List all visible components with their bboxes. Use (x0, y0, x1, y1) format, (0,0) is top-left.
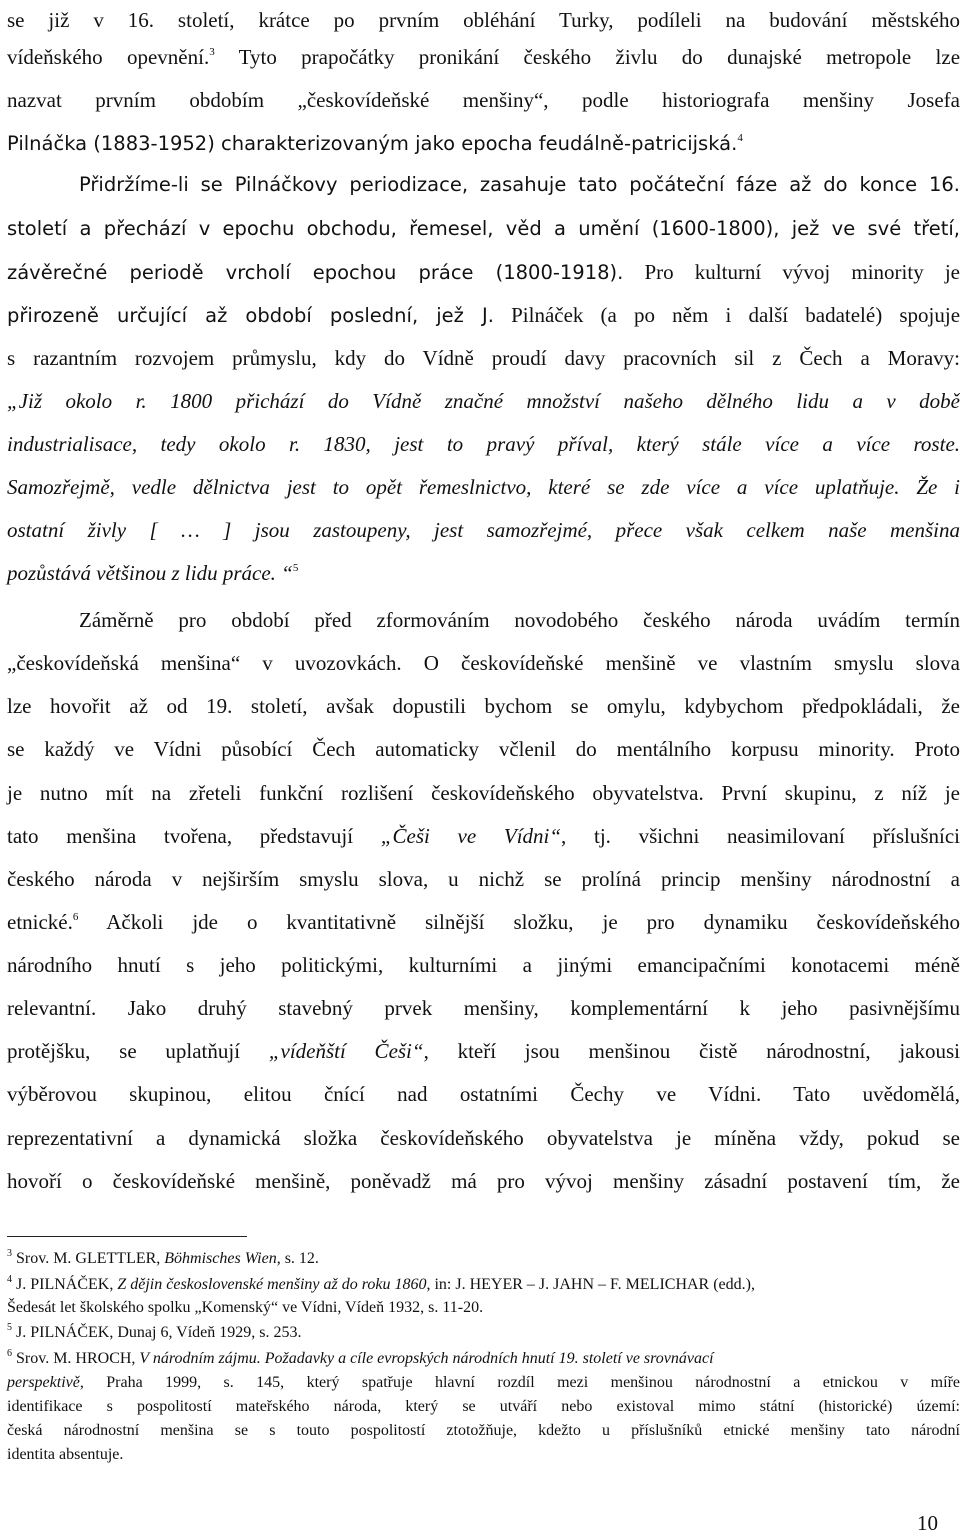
text-line-2: vídeňského opevnění.$^3$ Tyto prapočátky pronikání českého živlu do dunajské metropole lze (7, 45, 960, 69)
text-line-22: etnické.$^6$ Ačkoli jde o kvantitativně silnější složku, je pro dynamiku českovídeňského (7, 910, 960, 934)
text-line-27: reprezentativní a dynamická složka českovídeňského obyvatelstva je míněna vždy, pokud se (7, 1126, 960, 1150)
page-number: 10 (917, 1511, 938, 1535)
footnote-4: $^4$ J. PILNÁČEK, Z dějin československé menšiny až do roku 1860, in: J. HEYER – J. JAHN – F. MELICHAR (edd.), (7, 1274, 755, 1293)
text-line-3: nazvat prvním obdobím „českovídeňské menšiny“, podle historiografa menšiny Josefa (7, 88, 960, 112)
text-line-28: hovoří o českovídeňské menšině, poněvadž má pro vývoj menšiny zásadní postavení tím, že (7, 1169, 960, 1193)
quote-line-5: pozůstává většinou z lidu práce. “$^5$ (7, 561, 299, 585)
text-line-20: tato menšina tvořena, představují „Češi ve Vídni“, tj. všichni neasimilovaní příslušníci (7, 824, 960, 848)
footnote-3: $^3$ Srov. M. GLETTLER, Böhmisches Wien, s. 12. (7, 1248, 319, 1267)
text-line-7: závěrečné periodě vrcholí epochou práce (1800-1918). Pro kulturní vývoj minority je (7, 260, 960, 284)
text-line-5: Přidržíme-li se Pilnáčkovy periodizace, zasahuje tato počáteční fáze až do konce 16. (79, 173, 960, 196)
text-line-17: lze hovořit až od 19. století, avšak dopustili bychom se omylu, kdybychom předpokládali, že (7, 694, 960, 718)
text-line-9: s razantním rozvojem průmyslu, kdy do Vídně proudí davy pracovních sil z Čech a Moravy: (7, 346, 960, 370)
text-line-21: českého národa v nejširším smyslu slova, u nichž se prolíná princip menšiny národnostní a (7, 867, 960, 891)
text-line-23: národního hnutí s jeho politickými, kulturními a jinými emancipačními konotacemi méně (7, 953, 960, 977)
quote-line-4: ostatní živly [ … ] jsou zastoupeny, jest samozřejmé, přece však celkem naše menšina (7, 518, 960, 542)
text-line-26: výběrovou skupinou, elitou čnící nad ostatními Čechy ve Vídni. Tato uvědomělá, (7, 1082, 960, 1106)
quote-line-1: „Již okolo r. 1800 přichází do Vídně značné množství našeho dělného lidu a v době (7, 389, 960, 413)
text-line-1: se již v 16. století, krátce po prvním obléhání Turky, podíleli na budování městského (7, 8, 960, 32)
footnote-6-line-5: identita absentuje. (7, 1446, 124, 1463)
footnote-6: $^6$ Srov. M. HROCH, V národním zájmu. Požadavky a cíle evropských národních hnutí 19. století ve srovnávací (7, 1348, 714, 1367)
text-line-15: Záměrně pro období před zformováním novodobého českého národa uvádím termín (79, 608, 960, 632)
text-line-24: relevantní. Jako druhý stavebný prvek menšiny, komplementární k jeho pasivnějšímu (7, 996, 960, 1020)
footnote-5: $^5$ J. PILNÁČEK, Dunaj 6, Vídeň 1929, s. 253. (7, 1322, 302, 1341)
footnote-4-line-2: Šedesát let školského spolku „Komenský“ ve Vídni, Vídeň 1932, s. 11-20. (7, 1299, 484, 1316)
text-line-19: je nutno mít na zřeteli funkční rozlišení českovídeňského obyvatelstva. První skupinu, z níž je (7, 781, 960, 805)
text-line-6: století a přechází v epochu obchodu, řemesel, věd a umění (1600-1800), jež ve své třetí, (7, 217, 960, 240)
text-line-16: „českovídeňská menšina“ v uvozovkách. O českovídeňské menšině ve vlastním smyslu slova (7, 651, 960, 675)
footnote-6-line-2: perspektivě, Praha 1999, s. 145, který spatřuje hlavní rozdíl mezi menšinou národnostní a etnickou v míře (7, 1374, 960, 1391)
footnote-ref-3[interactable]: 3 (209, 46, 215, 58)
footnote-ref-5[interactable]: 5 (292, 562, 299, 574)
footnote-6-line-3: identifikace s pospolitostí mateřského národa, který se utváří nebo existoval mimo státní (historické) území: (7, 1398, 960, 1415)
text-line-18: se každý ve Vídni působící Čech automaticky včlenil do mentálního korpusu minority. Proto (7, 737, 960, 761)
footnote-6-line-4: česká národnostní menšina se s touto pospolitostí ztotožňuje, kdežto u příslušníků etnické menšiny tato národní (7, 1422, 960, 1439)
quote-line-2: industrialisace, tedy okolo r. 1830, jest to pravý příval, který stále více a více roste. (7, 432, 960, 456)
footnote-divider (7, 1236, 247, 1237)
footnote-ref-6[interactable]: 6 (72, 911, 79, 923)
footnote-ref-4[interactable]: 4 (737, 132, 743, 144)
text-line-8: přirozeně určující až období poslední, jež J. Pilnáček (a po něm i další badatelé) spojuje (7, 303, 960, 327)
text-line-4: Pilnáčka (1883-1952) charakterizovaným jako epocha feudálně-patricijská.$^4$ (7, 132, 743, 155)
quote-line-3: Samozřejmě, vedle dělnictva jest to opět řemeslnictvo, které se zde více a více uplatňuje. Že i (7, 475, 960, 499)
text-line-25: protějšku, se uplatňují „vídeňští Češi“, kteří jsou menšinou čistě národnostní, jakousi (7, 1039, 960, 1063)
